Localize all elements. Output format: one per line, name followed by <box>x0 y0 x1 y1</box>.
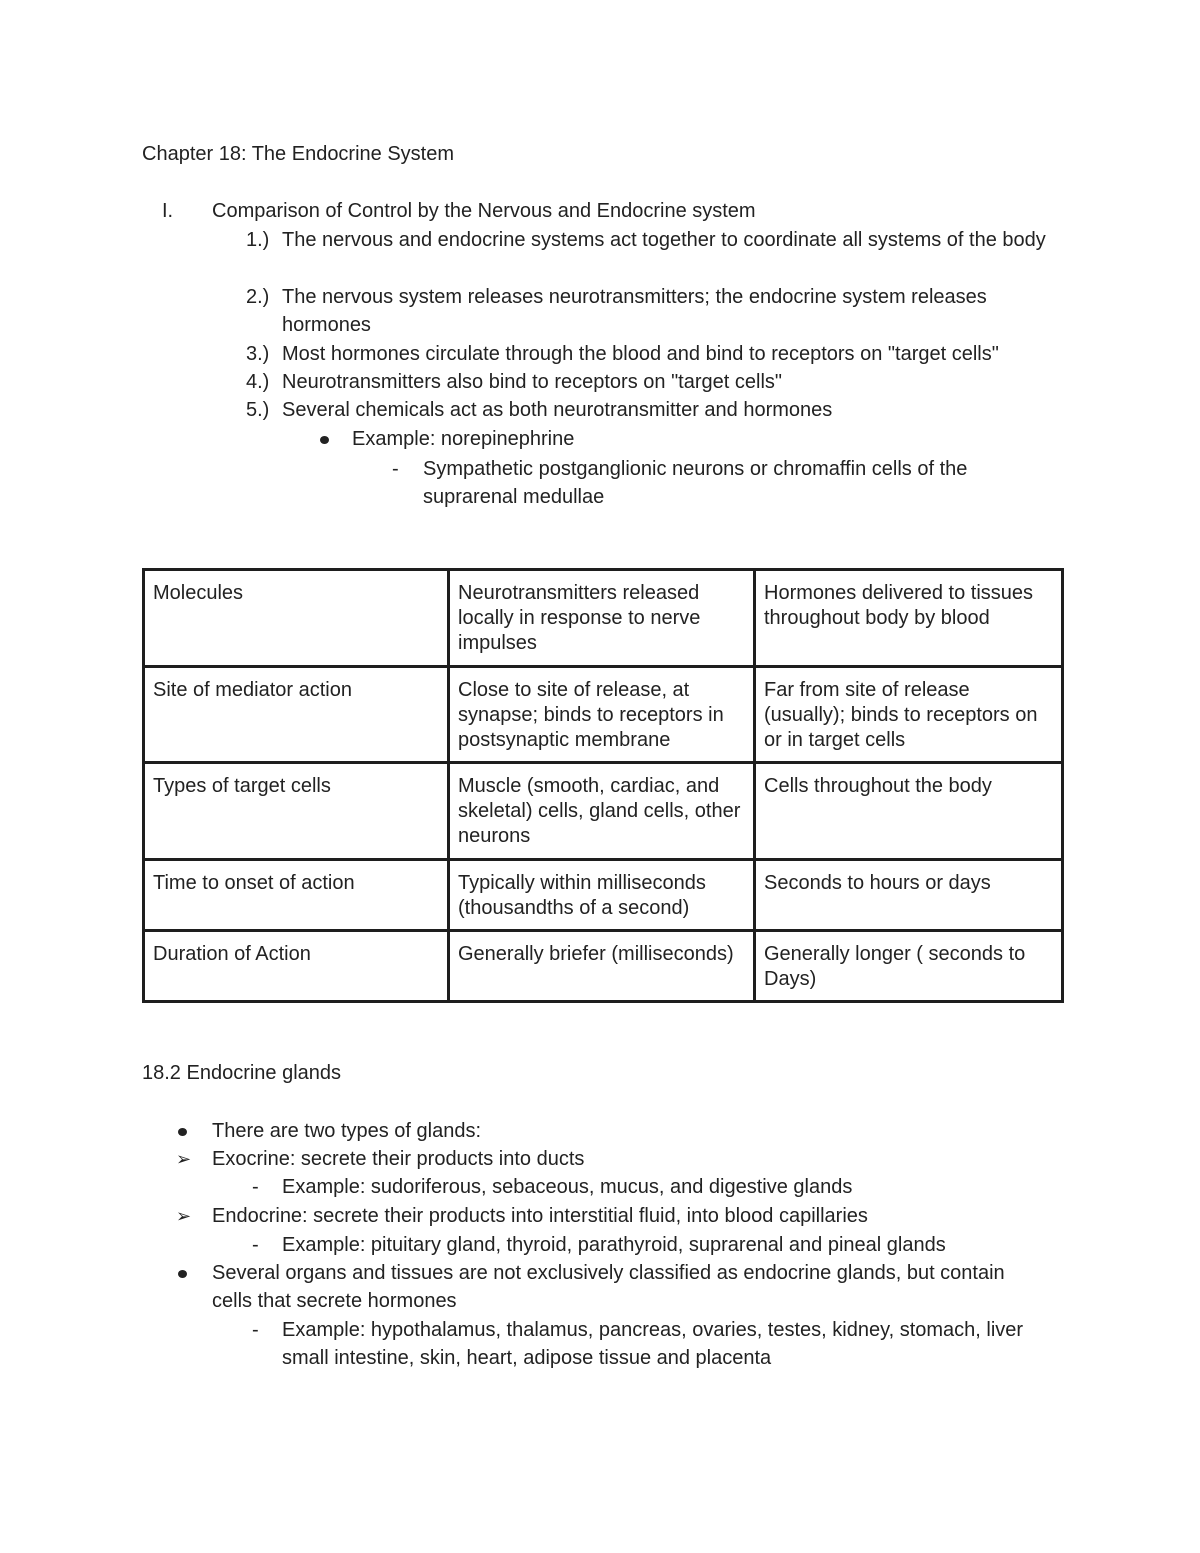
list-number: 5.) <box>246 399 270 421</box>
bullet-icon <box>178 1128 187 1136</box>
table-row <box>144 667 1063 763</box>
organs-example: Example: hypothalamus, thalamus, pancreas, ovaries, testes, kidney, stomach, liver small intestine, skin, heart, adipose tissue and placenta <box>282 1319 1024 1369</box>
comparison-table <box>142 568 1064 1003</box>
section-numeral: I. <box>162 200 174 222</box>
table-cell: Hormones delivered to tissues throughout body by blood <box>755 570 1063 667</box>
table-cell: Molecules <box>144 570 449 667</box>
table-cell: Generally briefer (milliseconds) <box>449 931 755 1002</box>
example-detail: Sympathetic postganglionic neurons or chromaffin cells of the suprarenal medullae <box>423 458 968 508</box>
list-number: 2.) <box>246 286 270 308</box>
table-cell: Time to onset of action <box>144 860 449 931</box>
table-cell: Types of target cells <box>144 763 449 860</box>
arrow-bullet-icon: ➢ <box>176 1206 192 1226</box>
list-text: The nervous system releases neurotransmitters; the endocrine system releases hormones <box>282 286 987 336</box>
exocrine-text: Exocrine: secrete their products into ducts <box>212 1148 585 1170</box>
list-text: Several chemicals act as both neurotransmitter and hormones <box>282 399 833 421</box>
table-cell: Close to site of release, at synapse; binds to receptors in postsynaptic membrane <box>449 667 755 763</box>
list-number: 4.) <box>246 371 270 393</box>
dash-marker: - <box>392 458 399 480</box>
table-cell: Muscle (smooth, cardiac, and skeletal) cells, gland cells, other neurons <box>449 763 755 860</box>
list-text: Neurotransmitters also bind to receptors on "target cells" <box>282 371 782 393</box>
dash-marker: - <box>252 1176 259 1198</box>
bullet-text: There are two types of glands: <box>212 1120 482 1142</box>
exocrine-example: Example: sudoriferous, sebaceous, mucus, and digestive glands <box>282 1176 853 1198</box>
table-cell: Seconds to hours or days <box>755 860 1063 931</box>
dash-marker: - <box>252 1319 259 1341</box>
table-row <box>144 763 1063 860</box>
arrow-bullet-icon: ➢ <box>176 1149 192 1169</box>
endocrine-example: Example: pituitary gland, thyroid, parathyroid, suprarenal and pineal glands <box>282 1234 946 1256</box>
table-cell: Neurotransmitters released locally in response to nerve impulses <box>449 570 755 667</box>
endocrine-text: Endocrine: secrete their products into interstitial fluid, into blood capillaries <box>212 1205 868 1227</box>
table-cell: Typically within milliseconds (thousandths of a second) <box>449 860 755 931</box>
list-text: The nervous and endocrine systems act together to coordinate all systems of the body <box>282 229 1046 251</box>
dash-marker: - <box>252 1234 259 1256</box>
page-title: Chapter 18: The Endocrine System <box>142 143 455 165</box>
table-cell: Duration of Action <box>144 931 449 1002</box>
table-cell: Far from site of release (usually); binds to receptors on or in target cells <box>755 667 1063 763</box>
bullet-text: Several organs and tissues are not exclusively classified as endocrine glands, but contain cells that secrete hormones <box>212 1262 1005 1312</box>
list-text: Most hormones circulate through the blood and bind to receptors on "target cells" <box>282 343 999 365</box>
table-cell: Site of mediator action <box>144 667 449 763</box>
bullet-icon <box>178 1270 187 1278</box>
list-number: 1.) <box>246 229 270 251</box>
table-row <box>144 860 1063 931</box>
section-heading: Comparison of Control by the Nervous and Endocrine system <box>212 200 756 222</box>
section-heading-glands: 18.2 Endocrine glands <box>142 1062 342 1084</box>
list-number: 3.) <box>246 343 270 365</box>
table-cell: Generally longer ( seconds to Days) <box>755 931 1063 1002</box>
bullet-icon <box>320 436 329 444</box>
example-bullet: Example: norepinephrine <box>352 428 575 450</box>
table-row <box>144 931 1063 1002</box>
table-row <box>144 570 1063 667</box>
table-cell: Cells throughout the body <box>755 763 1063 860</box>
